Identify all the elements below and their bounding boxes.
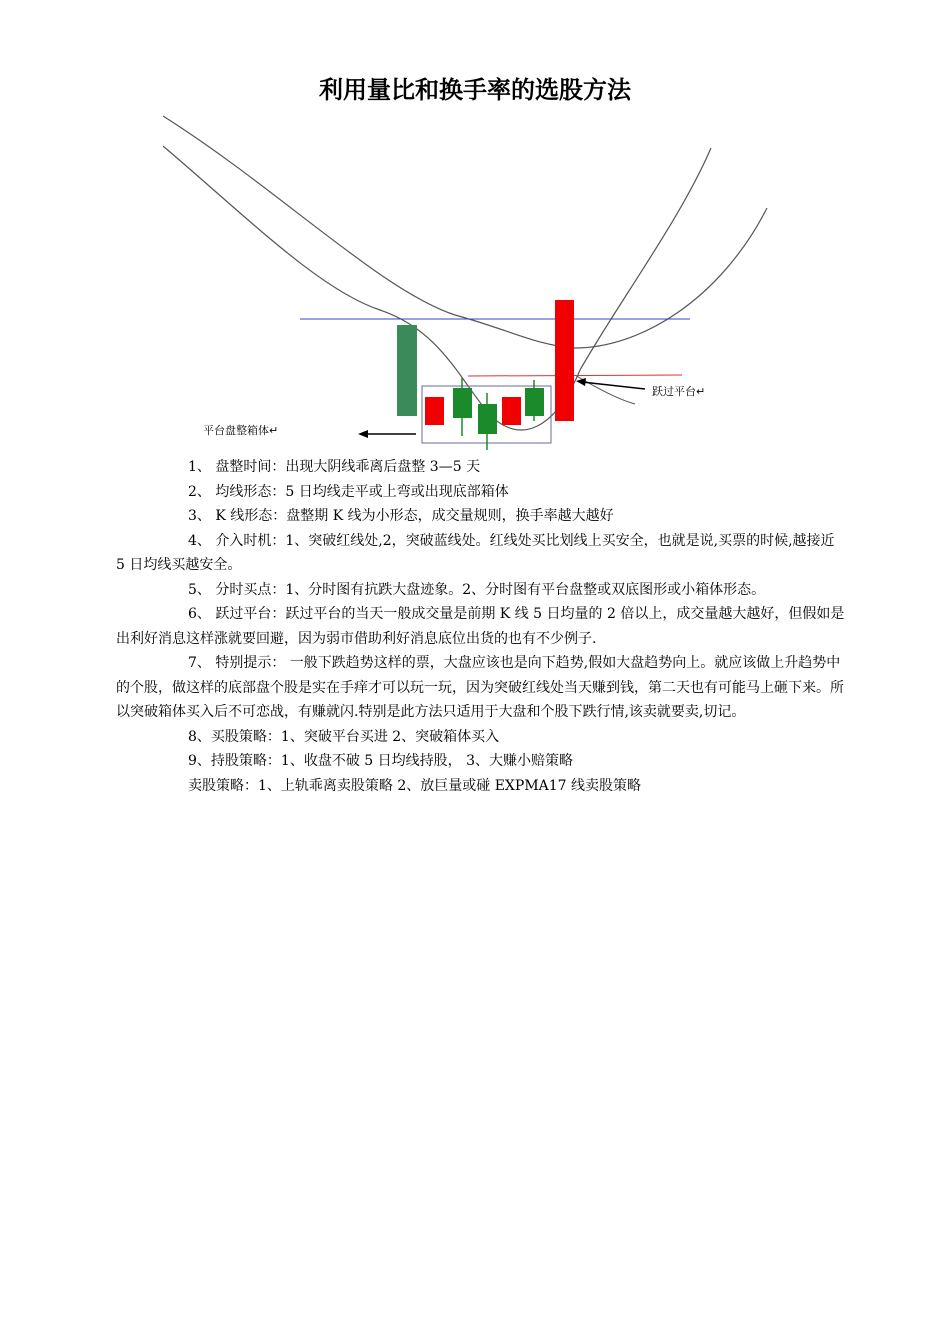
- label-consolidation-box: 平台盘整箱体↵: [203, 424, 279, 437]
- page-title: 利用量比和换手率的选股方法: [319, 76, 631, 104]
- body-text: [116, 455, 846, 798]
- paragraph-2: 2、 均线形态：5 日均线走平或上弯或出现底部箱体: [188, 483, 509, 500]
- candle-big-bearish: [397, 325, 417, 416]
- candle-red-1: [425, 397, 444, 425]
- paragraph-4: 4、 介入时机：1、突破红线处,2，突破蓝线处。红线处买比划线上买安全，也就是说,买票的时候,越接近 5 日均线买越安全。: [116, 532, 835, 573]
- paragraph-9: 9、持股策略：1、收盘不破 5 日均线持股， 3、大赚小赔策略: [188, 753, 573, 769]
- paragraph-3: 3、 K 线形态：盘整期 K 线为小形态，成交量规则，换手率越大越好: [188, 508, 614, 524]
- candle-big-bullish: [555, 300, 574, 421]
- label-jump-platform: 跃过平台↵: [652, 385, 706, 398]
- paragraph-10: 卖股策略：1、上轨乖离卖股策略 2、放巨量或碰 EXPMA17 线卖股策略: [188, 777, 642, 794]
- resistance-line: [468, 375, 682, 376]
- paragraph-8: 8、买股策略：1、突破平台买进 2、突破箱体买入: [188, 728, 500, 745]
- candle-green-2: [478, 404, 497, 434]
- ma-curve-upper: [163, 116, 767, 348]
- paragraph-6: 6、 跃过平台：跃过平台的当天一般成交量是前期 K 线 5 日均量的 2 倍以上，成交量越大越好，但假如是出利好消息这样涨就要回避，因为弱市借助利好消息底位出货的也有不少例子.: [116, 606, 845, 647]
- candle-green-1: [453, 388, 472, 418]
- paragraph-5: 5、 分时买点：1、分时图有抗跌大盘迹象。2、分时图有平台盘整或双底图形或小箱体形态。: [188, 581, 766, 598]
- arrow-left-icon: [358, 430, 416, 438]
- arrow-jump-icon: [576, 378, 645, 389]
- candle-green-3: [525, 388, 544, 416]
- paragraph-1: 1、 盘整时间：出现大阴线乖离后盘整 3—5 天: [188, 459, 481, 475]
- candle-red-2: [502, 397, 521, 425]
- paragraph-7: 7、 特别提示： 一般下跌趋势这样的票，大盘应该也是向下趋势,假如大盘趋势向上。就应该做上升趋势中的个股，做这样的底部盘个股是实在手痒才可以玩一玩，因为突破红线处当天赚到钱，第二天也有可能马上砸下来。所以突破箱体买入后不可恋战，有赚就闪.特别是此方法只适用于大盘和个股下跌行情,该卖就要卖,切记。: [116, 655, 844, 720]
- candlestick-diagram: [0, 0, 950, 460]
